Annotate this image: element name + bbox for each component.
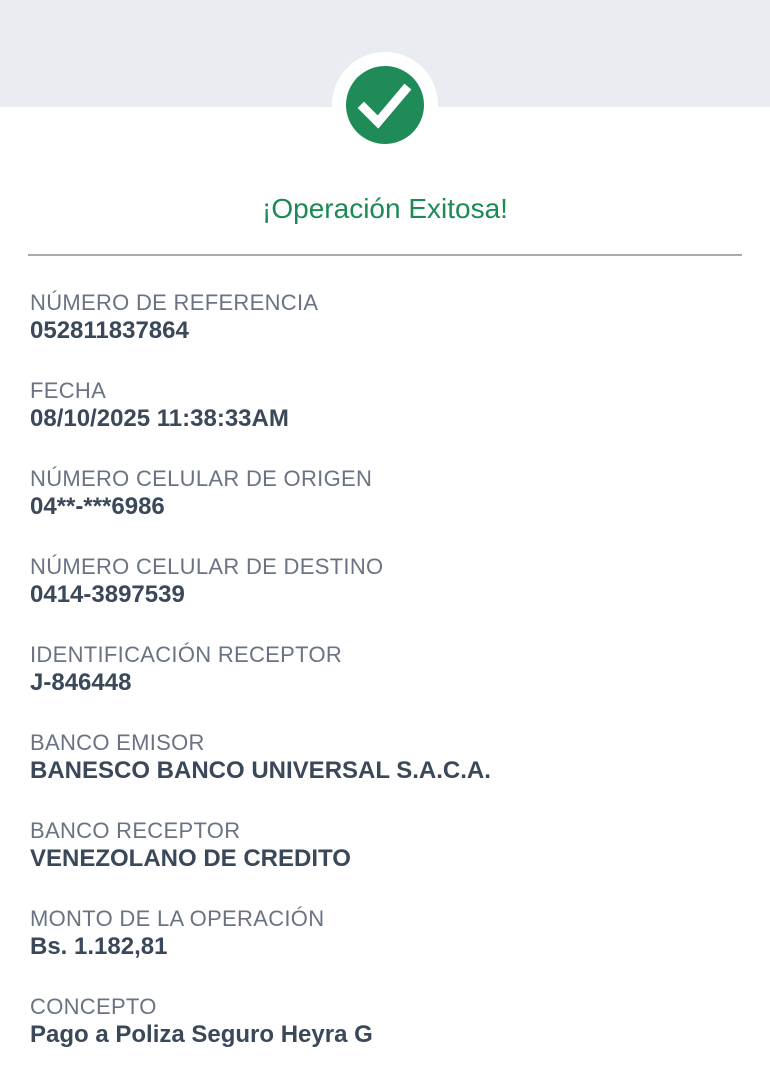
success-title: ¡Operación Exitosa! [262, 193, 508, 224]
field-value: J-846448 [30, 669, 132, 696]
field-label: CONCEPTO [30, 994, 157, 1019]
field-label: BANCO RECEPTOR [30, 818, 241, 843]
field-label: FECHA [30, 378, 107, 403]
field-row [30, 642, 740, 698]
field-value: 052811837864 [30, 317, 189, 344]
field-label: MONTO DE LA OPERACIÓN [30, 906, 325, 931]
field-value: 0414-3897539 [30, 581, 185, 608]
field-label: IDENTIFICACIÓN RECEPTOR [30, 642, 343, 667]
field-row [30, 290, 740, 346]
field-value: VENEZOLANO DE CREDITO [30, 845, 351, 872]
field-value: Bs. 1.182,81 [30, 933, 168, 960]
field-row [30, 906, 740, 962]
field-value: BANESCO BANCO UNIVERSAL S.A.C.A. [30, 757, 491, 784]
field-row [30, 818, 740, 874]
receipt-fields [0, 256, 770, 1050]
field-value: Pago a Poliza Seguro Heyra G [30, 1021, 373, 1048]
field-row [30, 994, 740, 1050]
field-row [30, 466, 740, 522]
success-badge [332, 52, 438, 158]
check-icon [346, 66, 424, 144]
field-row [30, 378, 740, 434]
field-row [30, 554, 740, 610]
field-label: NÚMERO CELULAR DE ORIGEN [30, 466, 373, 491]
field-row [30, 730, 740, 786]
field-label: NÚMERO CELULAR DE DESTINO [30, 554, 384, 579]
field-value: 04**-***6986 [30, 493, 165, 520]
field-label: BANCO EMISOR [30, 730, 205, 755]
field-label: NÚMERO DE REFERENCIA [30, 290, 319, 315]
field-value: 08/10/2025 11:38:33AM [30, 405, 289, 432]
